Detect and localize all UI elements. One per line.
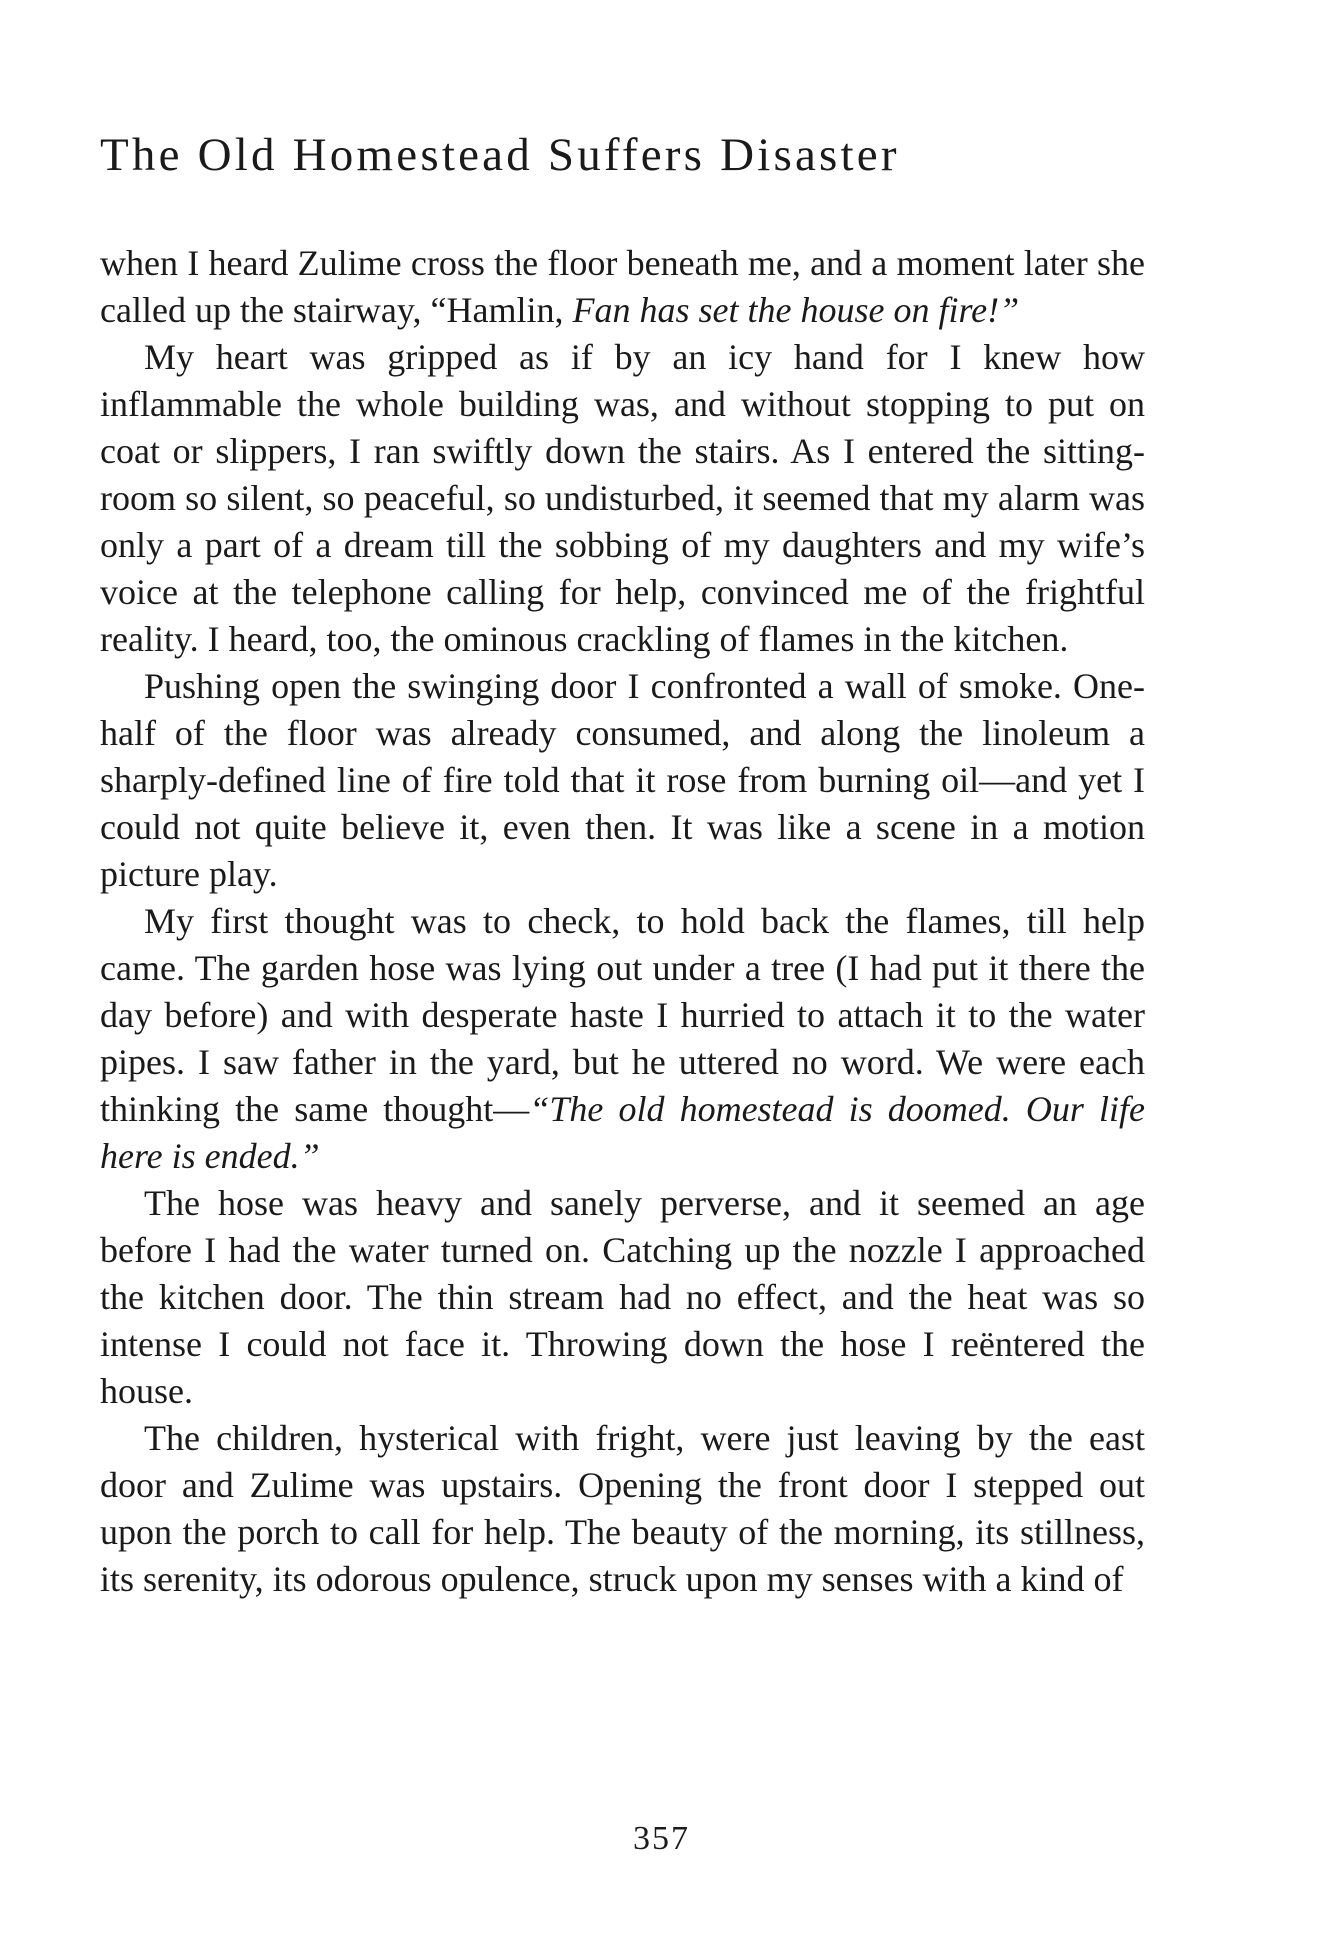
text-run: My first thought was to check, to hold back the flames, till help came. The garden hose was lying out under a tree (I had put it there the day before) and with desperate haste I hurried to attach it to the water pipes. I saw father in the yard, but he uttered no word. We were each thinking the same thought— <box>100 901 1145 1129</box>
italic-text: “The old homestead is doomed. Our life here is ended.” <box>100 1089 1145 1176</box>
paragraph <box>100 334 1145 663</box>
page-number: 357 <box>633 1820 690 1857</box>
paragraph <box>100 663 1145 898</box>
body-text <box>100 240 1145 1603</box>
running-head: The Old Homestead Suffers Disaster <box>100 129 900 181</box>
text-run: The hose was heavy and sanely perverse, and it seemed an age before I had the water turned on. Catching up the nozzle I approached the kitchen door. The thin stream had no effect, and the heat was so intense I could not face it. Throwing down the hose I reëntered the house. <box>100 1183 1145 1411</box>
paragraph <box>100 898 1145 1180</box>
text-run: Pushing open the swinging door I confronted a wall of smoke. One-half of the floor was already consumed, and along the linoleum a sharply-defined line of fire told that it rose from burning oil—and yet I could not quite believe it, even then. It was like a scene in a motion picture play. <box>100 666 1145 894</box>
text-run: My heart was gripped as if by an icy hand for I knew how inflammable the whole building was, and without stopping to put on coat or slippers, I ran swiftly down the stairs. As I entered the sitting-room so silent, so peaceful, so undisturbed, it seemed that my alarm was only a part of a dream till the sobbing of my daughters and my wife’s voice at the telephone calling for help, convinced me of the frightful reality. I heard, too, the ominous crackling of flames in the kitchen. <box>100 337 1145 659</box>
text-run: when I heard Zulime cross the floor beneath me, and a moment later she called up the stairway, “Hamlin, <box>100 243 1145 330</box>
paragraph <box>100 1180 1145 1415</box>
italic-text: Fan has set the house on fire!” <box>572 290 1020 330</box>
paragraph <box>100 240 1145 334</box>
text-run: The children, hysterical with fright, were just leaving by the east door and Zulime was upstairs. Opening the front door I stepped out upon the porch to call for help. The beauty of the morning, its stillness, its serenity, its odorous opulence, struck upon my senses with a kind of <box>100 1418 1145 1599</box>
paragraph <box>100 1415 1145 1603</box>
